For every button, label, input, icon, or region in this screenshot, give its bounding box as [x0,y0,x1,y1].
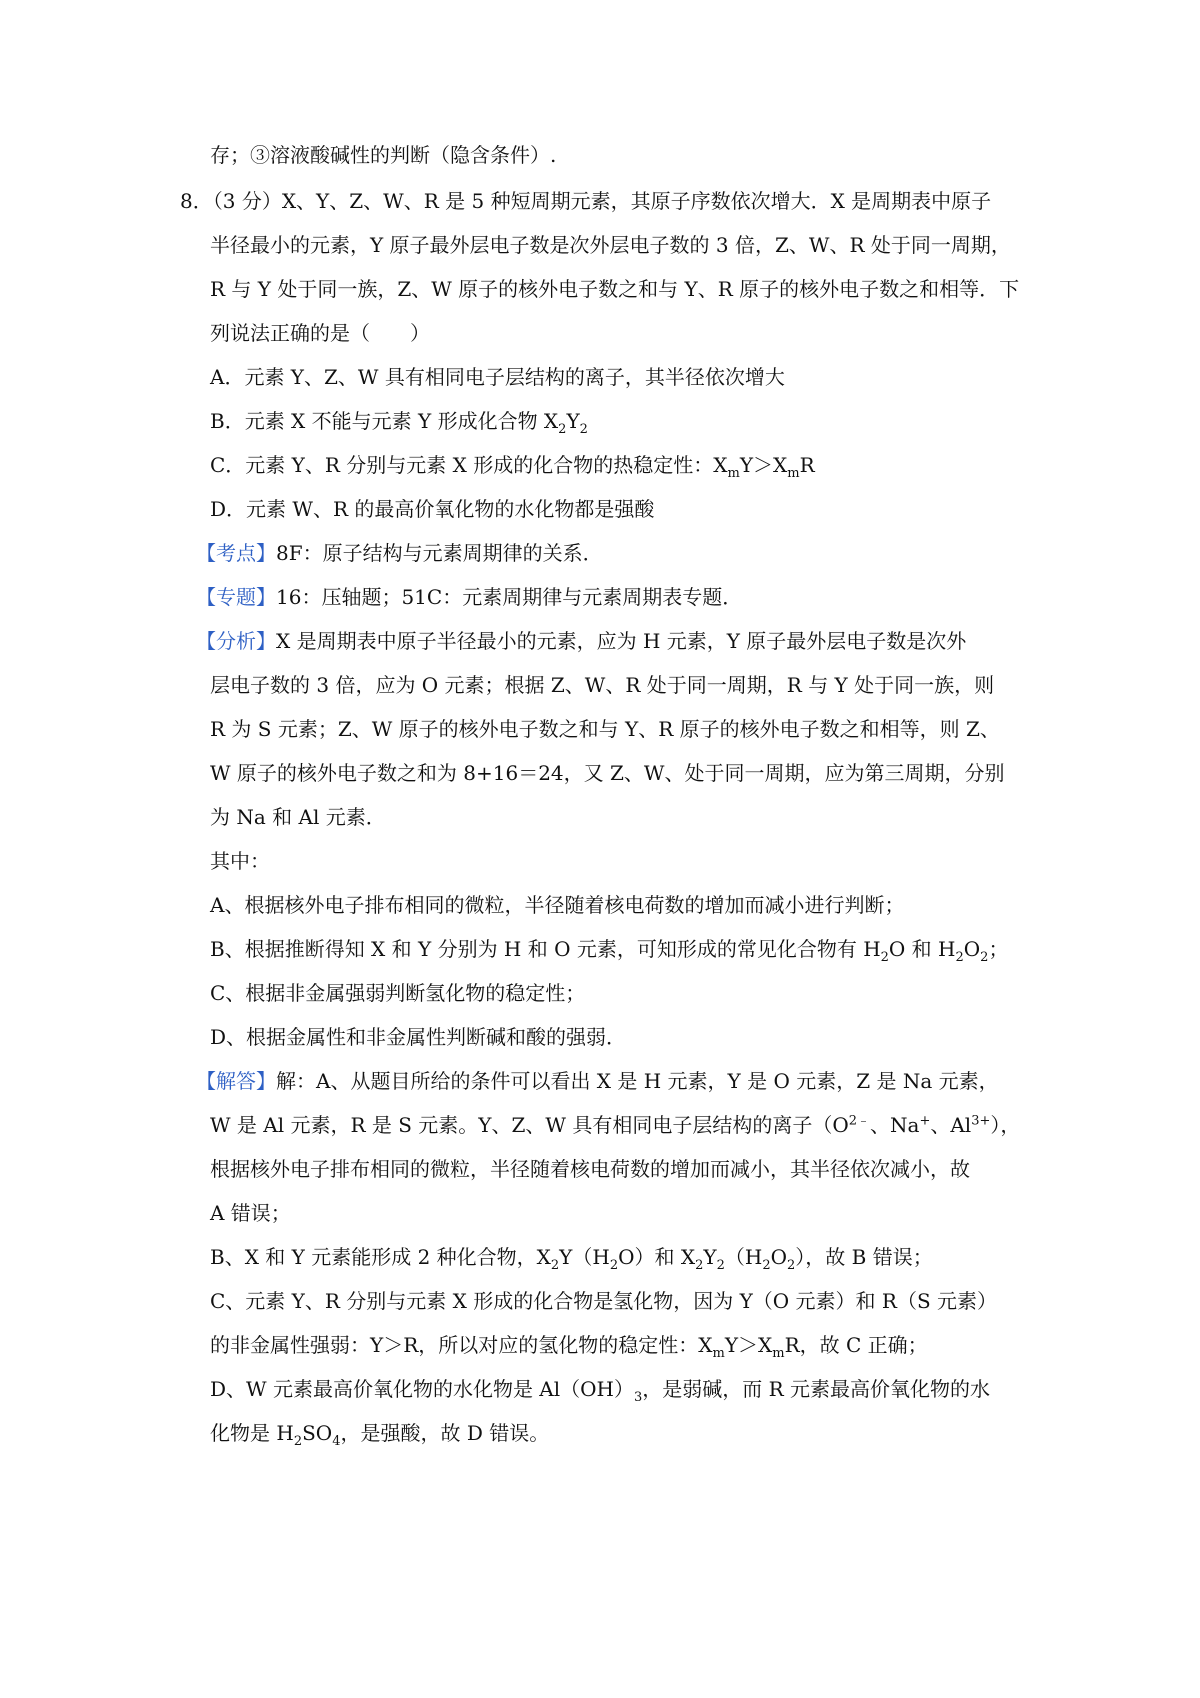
jieda-sup: 2﹣ [848,1113,870,1129]
fenxi-line-2: 层电子数的 3 倍，应为 O 元素；根据 Z、W、R 处于同一周期，R 与 Y 处于同一族，则 [210,673,995,697]
jieda-d-line-2 [210,1418,1030,1448]
fenxi-b-sub: 2 [880,950,889,965]
jieda-b-sub: 2 [609,1258,619,1273]
kaodian-line [196,538,1016,568]
jieda-c-text: 的非金属性强弱：Y＞R，所以对应的氢化物的稳定性：X [210,1333,713,1357]
fenxi-b-sub: 2 [955,950,964,965]
jieda-c-sub: m [712,1346,725,1361]
jieda-b-sub: 2 [787,1258,796,1273]
jieda-c-sub: m [772,1346,785,1361]
jieda-line-1 [196,1066,1016,1096]
jieda-sup: + [919,1113,931,1129]
zhuanti-line [196,582,1016,612]
jieda-d-line-1 [210,1374,1030,1404]
jieda-sup: 3+ [971,1113,991,1129]
jieda-b-sub: 2 [550,1258,560,1273]
fenxi-qizhong: 其中： [210,849,270,873]
jieda-b [210,1242,1030,1272]
jieda-d-text: 化物是 H [210,1421,294,1445]
question-line-4: 列说法正确的是（ ） [210,321,430,345]
fenxi-text: X 是周期表中原子半径最小的元素，应为 H 元素，Y 原子最外层电子数是次外 [276,629,967,653]
jieda-d-sub: 2 [293,1434,303,1449]
option-b-sub: 2 [579,422,588,437]
jieda-d-text: D、W 元素最高价氧化物的水化物是 Al（OH） [210,1377,634,1401]
fenxi-a: A、根据核外电子排布相同的微粒，半径随着核电荷数的增加而减小进行判断； [210,893,905,917]
option-a: A．元素 Y、Z、W 具有相同电子层结构的离子，其半径依次增大 [210,365,785,389]
fenxi-b-sub: 2 [980,950,989,965]
question-line-1 [180,186,1000,216]
jieda-line-4: A 错误； [210,1201,291,1225]
fenxi-b-text: B、根据推断得知 X 和 Y 分别为 H 和 O 元素，可知形成的常见化合物有 H [210,937,881,961]
fenxi-c: C、根据非金属强弱判断氢化物的稳定性； [210,981,586,1005]
kaodian-tag: 【考点】 [196,541,276,565]
jieda-c-text: R，故 C 正确； [784,1333,928,1357]
jieda-b-text: （H [724,1245,763,1269]
fenxi-line-3: R 为 S 元素；Z、W 原子的核外电子数之和与 Y、R 原子的核外电子数之和相等，则 Z、 [210,717,1000,741]
option-c-sub: m [787,466,800,481]
question-text: （3 分）X、Y、Z、W、R 是 5 种短周期元素，其原子序数依次增大．X 是周期表中原子 [212,189,992,213]
question-line-3: R 与 Y 处于同一族，Z、W 原子的核外电子数之和与 Y、R 原子的核外电子数之和相等．下 [210,277,1020,301]
jieda-text: 、Na [870,1113,920,1137]
fenxi-b [210,934,1030,964]
jieda-d-text: ，是强酸，故 D 错误。 [340,1421,550,1445]
option-c [210,450,1030,480]
jieda-d-sub: 4 [332,1434,341,1449]
question-line-2: 半径最小的元素，Y 原子最外层电子数是次外层电子数的 3 倍，Z、W、R 处于同一周期， [210,233,1011,257]
option-c-text: Y＞X [739,453,788,477]
jieda-d-text: SO [302,1421,333,1445]
jieda-c-line-2 [210,1330,1030,1360]
zhuanti-text: 16：压轴题；51C：元素周期律与元素周期表专题． [276,585,743,609]
option-c-text: R [799,453,815,477]
jieda-b-text: O）和 X [618,1245,696,1269]
jieda-line-3: 根据核外电子排布相同的微粒，半径随着核电荷数的增加而减小，其半径依次减小，故 [210,1157,970,1181]
jieda-b-text: ），故 B 错误； [795,1245,933,1269]
zhuanti-tag: 【专题】 [196,585,276,609]
jieda-b-text: B、X 和 Y 元素能形成 2 种化合物，X [210,1245,551,1269]
jieda-d-sub: 3 [633,1390,643,1405]
option-b-text: B．元素 X 不能与元素 Y 形成化合物 X [210,409,559,433]
jieda-b-sub: 2 [762,1258,771,1273]
fenxi-line-5: 为 Na 和 Al 元素． [210,805,386,829]
jieda-text: 解：A、从题目所给的条件可以看出 X 是 H 元素，Y 是 O 元素，Z 是 Na 元素， [276,1069,999,1093]
kaodian-text: 8F：原子结构与元素周期律的关系． [276,541,603,565]
option-c-sub: m [727,466,740,481]
jieda-line-2 [210,1110,1030,1140]
jieda-text: W 是 Al 元素，R 是 S 元素。Y、Z、W 具有相同电子层结构的离子（O [210,1113,849,1137]
jieda-b-text: O [770,1245,788,1269]
option-b-text: Y [566,409,580,433]
fenxi-b-text: O [963,937,981,961]
question-number: 8． [180,189,213,213]
option-b [210,406,1030,436]
option-b-sub: 2 [558,422,567,437]
fenxi-d: D、根据金属性和非金属性判断碱和酸的强弱． [210,1025,627,1049]
fenxi-b-text: O 和 H [888,937,956,961]
fenxi-line-1 [196,626,1016,656]
jieda-b-sub: 2 [716,1258,725,1273]
prev-text-line: 存；③溶液酸碱性的判断（隐含条件）. [210,143,557,167]
jieda-b-sub: 2 [695,1258,704,1273]
fenxi-b-text: ； [988,937,1009,961]
jieda-b-text: Y [703,1245,717,1269]
jieda-tag: 【解答】 [196,1069,276,1093]
jieda-c-text: Y＞X [724,1333,773,1357]
jieda-c-line-1: C、元素 Y、R 分别与元素 X 形成的化合物是氢化物，因为 Y（O 元素）和 R（S 元素） [210,1289,998,1313]
jieda-text: ）， [990,1113,1021,1137]
fenxi-tag: 【分析】 [196,629,276,653]
option-c-text: C．元素 Y、R 分别与元素 X 形成的化合物的热稳定性：X [210,453,728,477]
jieda-text: 、Al [930,1113,972,1137]
option-d: D．元素 W、R 的最高价氧化物的水化物都是强酸 [210,497,655,521]
jieda-d-text: ，是弱碱，而 R 元素最高价氧化物的水 [642,1377,991,1401]
jieda-b-text: Y（H [559,1245,610,1269]
fenxi-line-4: W 原子的核外电子数之和为 8+16＝24，又 Z、W、处于同一周期，应为第三周期，分别 [210,761,1005,785]
